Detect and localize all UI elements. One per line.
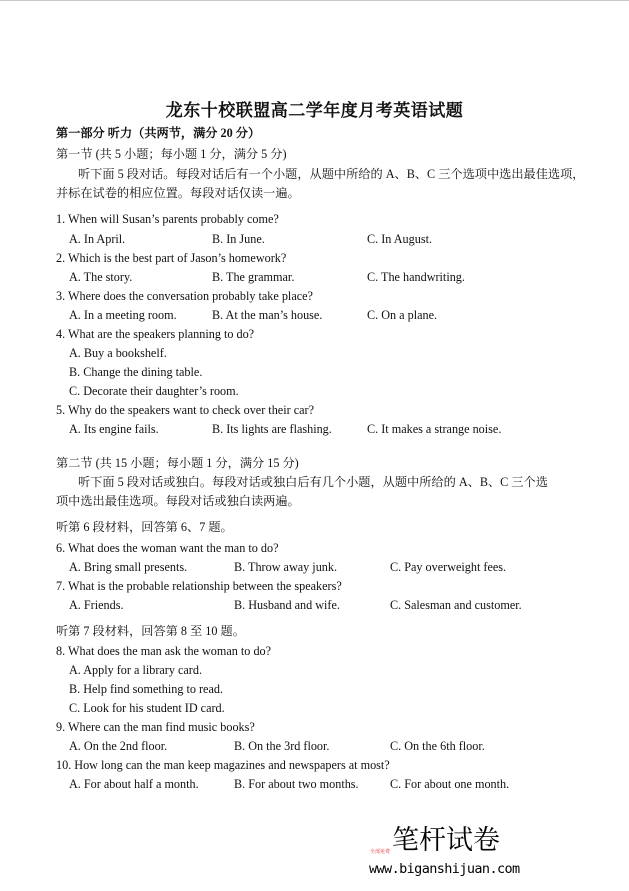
question-stem: 2. Which is the best part of Jason’s homework? xyxy=(56,251,287,265)
option-a: A. Friends. xyxy=(69,598,124,612)
option-a: A. In a meeting room. xyxy=(69,308,177,322)
question-stem: 5. Why do the speakers want to check over their car? xyxy=(56,403,314,417)
option-c: C. Look for his student ID card. xyxy=(69,701,225,715)
option-a: A. In April. xyxy=(69,232,126,246)
question-stem: 8. What does the man ask the woman to do? xyxy=(56,644,272,658)
question-stem: 1. When will Susan’s parents probably come? xyxy=(56,212,279,226)
question-stem: 9. Where can the man find music books? xyxy=(56,720,255,734)
question-stem: 3. Where does the conversation probably take place? xyxy=(56,289,313,303)
section2-heading: 第二节 (共 15 小题；每小题 1 分，满分 15 分) xyxy=(56,456,299,470)
option-a: A. Apply for a library card. xyxy=(69,663,203,677)
material-7-label: 听第 7 段材料，回答第 8 至 10 题。 xyxy=(56,624,245,638)
section2-instructions-line2: 项中选出最佳选项。每段对话或独白读两遍。 xyxy=(56,494,300,508)
option-c: C. Pay overweight fees. xyxy=(390,560,507,574)
option-b: B. At the man’s house. xyxy=(212,308,323,322)
section1-instructions-line1: 听下面 5 段对话。每段对话后有一个小题，从题中所给的 A、B、C 三个选项中选出最佳选项， xyxy=(78,167,585,181)
question-stem: 10. How long can the man keep magazines and newspapers at most? xyxy=(56,758,390,772)
section2-instructions-line1: 听下面 5 段对话或独白。每段对话或独白后有几个小题，从题中所给的 A、B、C 三个选 xyxy=(78,475,548,489)
question-stem: 7. What is the probable relationship between the speakers? xyxy=(56,579,342,593)
option-b: B. The grammar. xyxy=(212,270,295,284)
option-c: C. Decorate their daughter’s room. xyxy=(69,384,239,398)
option-c: C. On the 6th floor. xyxy=(390,739,485,753)
option-b: B. Its lights are flashing. xyxy=(212,422,332,436)
option-a: A. Its engine fails. xyxy=(69,422,159,436)
option-a: A. For about half a month. xyxy=(69,777,199,791)
section1-instructions-line2: 并标在试卷的相应位置。每段对话仅读一遍。 xyxy=(56,186,300,200)
watermark-free-tag: 全部免费 xyxy=(370,849,391,855)
option-c: C. For about one month. xyxy=(390,777,510,791)
option-a: A. Bring small presents. xyxy=(69,560,188,574)
option-b: B. Help find something to read. xyxy=(69,682,224,696)
section1-heading: 第一节 (共 5 小题；每小题 1 分，满分 5 分) xyxy=(56,147,287,161)
option-c: C. In August. xyxy=(367,232,433,246)
watermark-brand: 笔杆试卷 xyxy=(392,825,500,856)
option-c: C. On a plane. xyxy=(367,308,438,322)
watermark-url: www.biganshijuan.com xyxy=(369,861,520,877)
option-b: B. Throw away junk. xyxy=(234,560,338,574)
option-a: A. Buy a bookshelf. xyxy=(69,346,167,360)
part1-heading: 第一部分 听力（共两节，满分 20 分） xyxy=(56,126,261,140)
option-b: B. For about two months. xyxy=(234,777,359,791)
page-top-border xyxy=(0,0,629,1)
option-a: A. The story. xyxy=(69,270,133,284)
option-b: B. Husband and wife. xyxy=(234,598,340,612)
question-stem: 6. What does the woman want the man to do? xyxy=(56,541,279,555)
page-title: 龙东十校联盟高二学年度月考英语试题 xyxy=(165,101,464,120)
question-stem: 4. What are the speakers planning to do? xyxy=(56,327,255,341)
material-6-label: 听第 6 段材料，回答第 6、7 题。 xyxy=(56,520,233,534)
option-c: C. It makes a strange noise. xyxy=(367,422,502,436)
option-b: B. On the 3rd floor. xyxy=(234,739,330,753)
option-a: A. On the 2nd floor. xyxy=(69,739,168,753)
option-b: B. Change the dining table. xyxy=(69,365,203,379)
option-c: C. The handwriting. xyxy=(367,270,465,284)
option-c: C. Salesman and customer. xyxy=(390,598,522,612)
option-b: B. In June. xyxy=(212,232,265,246)
